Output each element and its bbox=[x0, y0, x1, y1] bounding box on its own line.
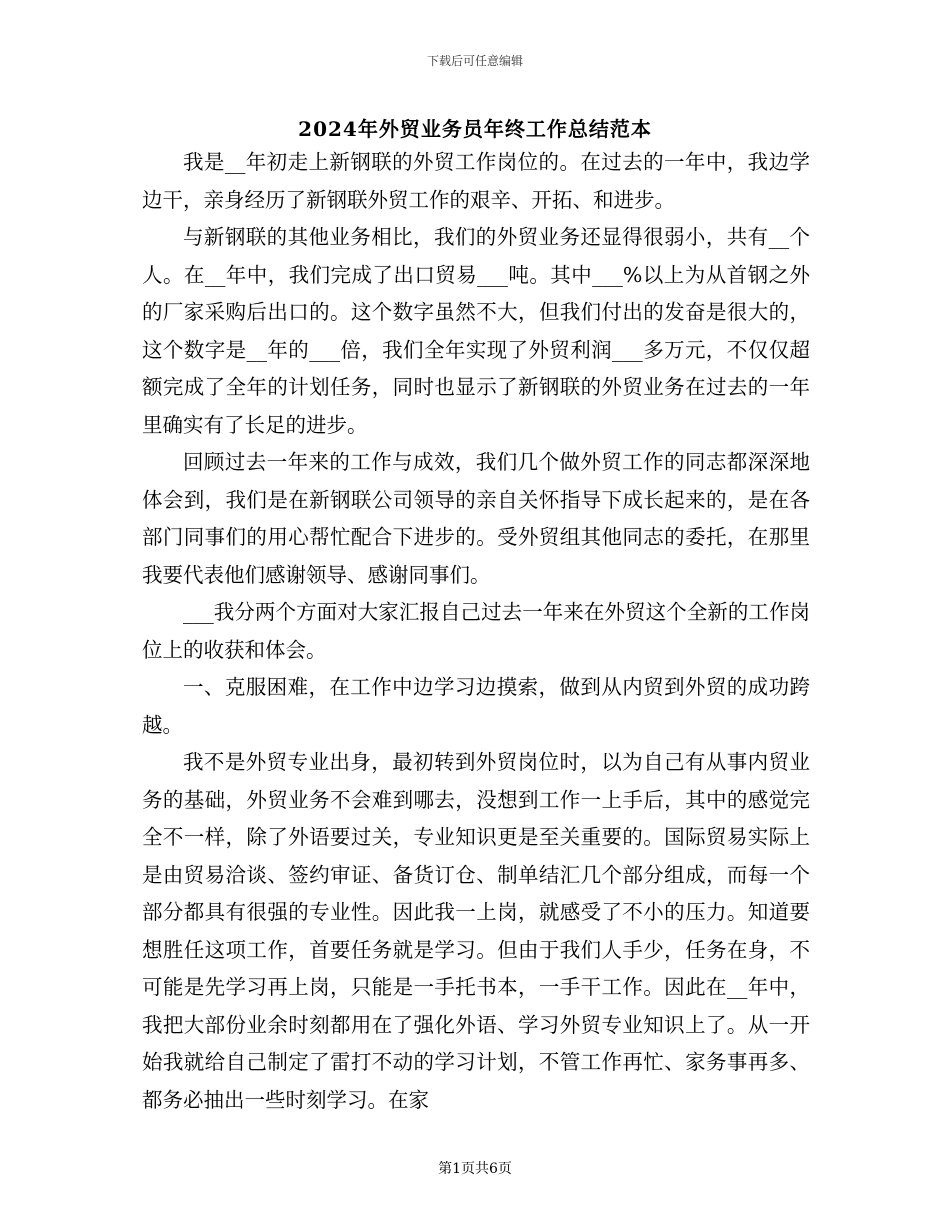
paragraph-5: 我不是外贸专业出身，最初转到外贸岗位时，以为自己有从事内贸业务的基础，外贸业务不会难到哪去，没想到工作一上手后，其中的感觉完全不一样，除了外语要过关，专业知识更是至关重要的。国际贸易实际上是由贸易洽谈、签约审证、备货订仓、制单结汇几个部分组成，而每一个部分都具有很强的专业性。因此我一上岗，就感受了不小的压力。知道要想胜任这项工作，首要任务就是学习。但由于我们人手少，任务在身，不可能是先学习再上岗，只能是一手托书本，一手干工作。因此在__年中，我把大部份业余时刻都用在了强化外语、学习外贸专业知识上了。从一开始我就给自己制定了雷打不动的学习计划，不管工作再忙、家务事再多、都务必抽出一些时刻学习。在家 bbox=[142, 750, 810, 1112]
paragraph-2: 与新钢联的其他业务相比，我们的外贸业务还显得很弱小，共有__个人。在__年中，我们完成了出口贸易___吨。其中___%以上为从首钢之外的厂家采购后出口的。这个数字虽然不大，但我们付出的发奋是很大的，这个数字是__年的___倍，我们全年实现了外贸利润___多万元，不仅仅超额完成了全年的计划任务，同时也显示了新钢联的外贸业务在过去的一年里确实有了长足的进步。 bbox=[142, 225, 810, 437]
document-body bbox=[142, 144, 810, 1119]
header-note: 下载后可任意编辑 bbox=[426, 54, 523, 68]
paragraph-3: 回顾过去一年来的工作与成效，我们几个做外贸工作的同志都深深地体会到，我们是在新钢联公司领导的亲自关怀指导下成长起来的，是在各部门同事们的用心帮忙配合下进步的。受外贸组其他同志的委托，在那里我要代表他们感谢领导、感谢同事们。 bbox=[142, 450, 810, 587]
section-heading-1: 一、克服困难，在工作中边学习边摸索，做到从内贸到外贸的成功跨越。 bbox=[142, 675, 810, 737]
paragraph-1: 我是__年初走上新钢联的外贸工作岗位的。在过去的一年中，我边学边干，亲身经历了新钢联外贸工作的艰辛、开拓、和进步。 bbox=[142, 150, 810, 212]
paragraph-4: ___我分两个方面对大家汇报自己过去一年来在外贸这个全新的工作岗位上的收获和体会。 bbox=[142, 600, 810, 662]
document-title: 2024年外贸业务员年终工作总结范本 bbox=[298, 117, 652, 141]
page-number: 第1页共6页 bbox=[438, 1161, 512, 1177]
